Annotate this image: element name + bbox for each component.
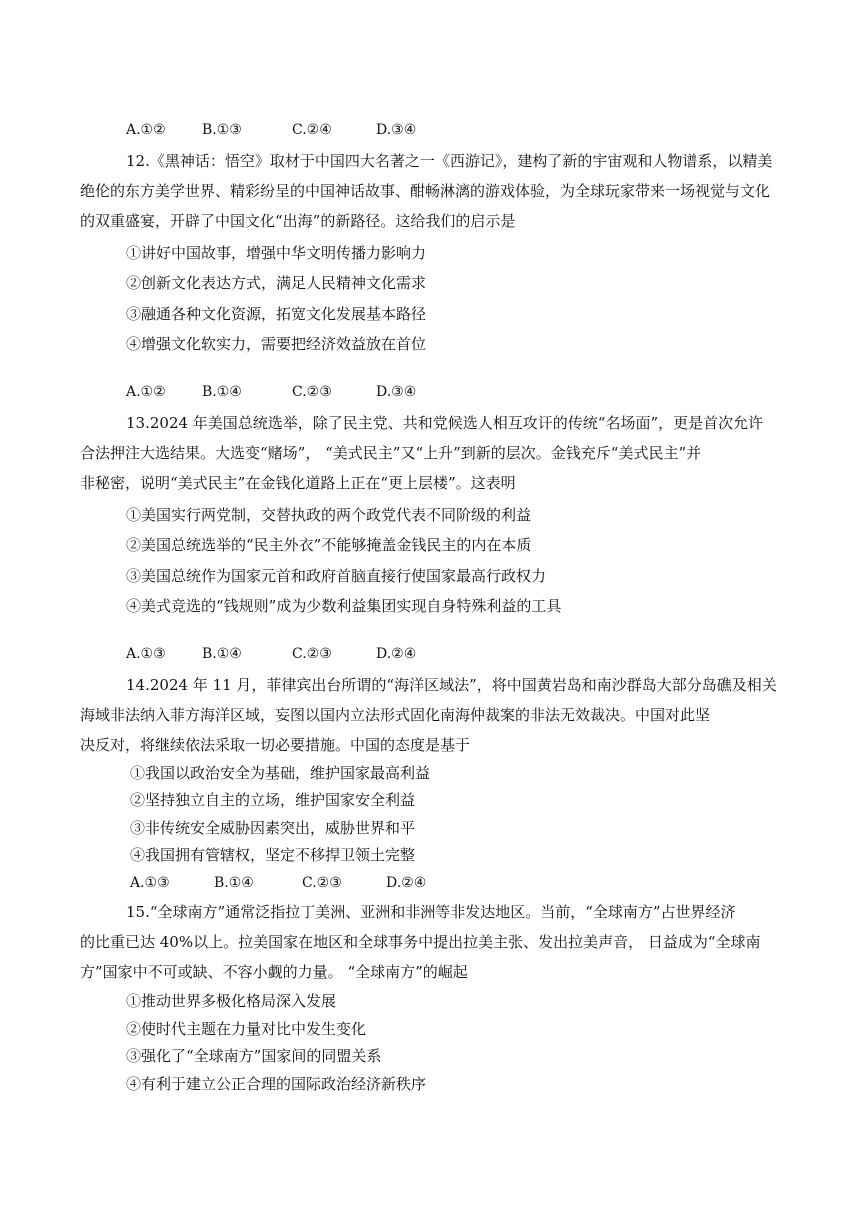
- q15-item: ①推动世界多极化格局深入发展: [126, 992, 337, 1010]
- q11-option-d: D.③④: [376, 122, 417, 138]
- q12-stem-line: 12.《黑神话：悟空》取材于中国四大名著之一《西游记》，建构了新的宇宙观和人物谱系，以精美: [126, 152, 773, 170]
- q14-stem-line: 决反对，将继续依法采取一切必要措施。中国的态度是基于: [80, 736, 471, 754]
- q12-item: ①讲好中国故事，增强中华文明传播力影响力: [126, 244, 427, 262]
- q12-stem-line: 的双重盛宴，开辟了中国文化“出海”的新路径。这给我们的启示是: [80, 212, 516, 230]
- q15-stem-line: 的比重已达 40%以上。拉美国家在地区和全球事务中提出拉美主张、发出拉美声音， 日益成为“全球南: [80, 933, 761, 951]
- q12-option-b: B.①④: [202, 384, 242, 400]
- q13-stem-line: 13.2024 年美国总统选举，除了民主党、共和党候选人相互攻讦的传统“名场面”，更是首次允许: [126, 414, 764, 432]
- q11-option-c: C.②④: [292, 122, 332, 138]
- q11-option-b: B.①③: [202, 122, 242, 138]
- q12-stem-line: 绝伦的东方美学世界、精彩纷呈的中国神话故事、酣畅淋漓的游戏体验，为全球玩家带来一场视觉与文化: [80, 182, 771, 200]
- q14-option-b: B.①④: [214, 875, 254, 891]
- q13-option-a: A.①③: [126, 646, 166, 662]
- q12-options: [126, 382, 416, 402]
- q11-option-a: A.①②: [126, 122, 166, 138]
- q14-option-d: D.②④: [386, 875, 427, 891]
- q14-item: ③非传统安全威胁因素突出，威胁世界和平: [130, 819, 416, 837]
- q12-option-a: A.①②: [126, 384, 166, 400]
- q14-stem-line: 14.2024 年 11 月，菲律宾出台所谓的“海洋区域法”，将中国黄岩岛和南沙群岛大部分岛礁及相关: [126, 676, 777, 694]
- q14-item: ①我国以政治安全为基础，维护国家最高利益: [130, 764, 431, 782]
- q13-item: ③美国总统作为国家元首和政府首脑直接行使国家最高行政权力: [126, 567, 547, 585]
- q13-option-b: B.①④: [202, 646, 242, 662]
- q12-option-c: C.②③: [292, 384, 332, 400]
- q15-item: ④有利于建立公正合理的国际政治经济新秩序: [126, 1075, 427, 1093]
- q14-stem-line: 海域非法纳入菲方海洋区域，妄图以国内立法形式固化南海仲裁案的非法无效裁决。中国对此坚: [80, 706, 711, 724]
- q13-item: ④美式竞选的“钱规则”成为少数利益集团实现自身特殊利益的工具: [126, 597, 562, 615]
- q13-options: [126, 644, 416, 664]
- q13-option-c: C.②③: [292, 646, 332, 662]
- q14-item: ④我国拥有管辖权，坚定不移捍卫领土完整: [130, 846, 416, 864]
- q12-option-d: D.③④: [376, 384, 417, 400]
- q12-item: ②创新文化表达方式，满足人民精神文化需求: [126, 274, 427, 292]
- q15-item: ②使时代主题在力量对比中发生变化: [126, 1020, 367, 1038]
- q14-option-a: A.①③: [130, 875, 170, 891]
- q14-item: ②坚持独立自主的立场，维护国家安全利益: [130, 791, 416, 809]
- q15-stem-line: 方”国家中不可或缺、不容小觑的力量。 “全球南方”的崛起: [80, 963, 468, 981]
- q14-options: [130, 873, 426, 893]
- q11-options: [126, 120, 416, 140]
- q13-option-d: D.②④: [376, 646, 417, 662]
- q15-stem-line: 15.“全球南方”通常泛指拉丁美洲、亚洲和非洲等非发达地区。当前，“全球南方”占世界经济: [126, 903, 736, 921]
- q13-item: ②美国总统选举的“民主外衣”不能够掩盖金钱民主的内在本质: [126, 536, 532, 554]
- q15-item: ③强化了“全球南方”国家间的同盟关系: [126, 1047, 382, 1065]
- q14-option-c: C.②③: [302, 875, 342, 891]
- q12-item: ③融通各种文化资源，拓宽文化发展基本路径: [126, 305, 427, 323]
- q12-item: ④增强文化软实力，需要把经济效益放在首位: [126, 335, 427, 353]
- q13-item: ①美国实行两党制，交替执政的两个政党代表不同阶级的利益: [126, 506, 532, 524]
- q13-stem-line: 非秘密，说明“美式民主”在金钱化道路上正在“更上层楼”。这表明: [80, 474, 516, 492]
- q13-stem-line: 合法押注大选结果。大选变“赌场”， “美式民主”又“上升”到新的层次。金钱充斥“美式民主”并: [80, 444, 702, 462]
